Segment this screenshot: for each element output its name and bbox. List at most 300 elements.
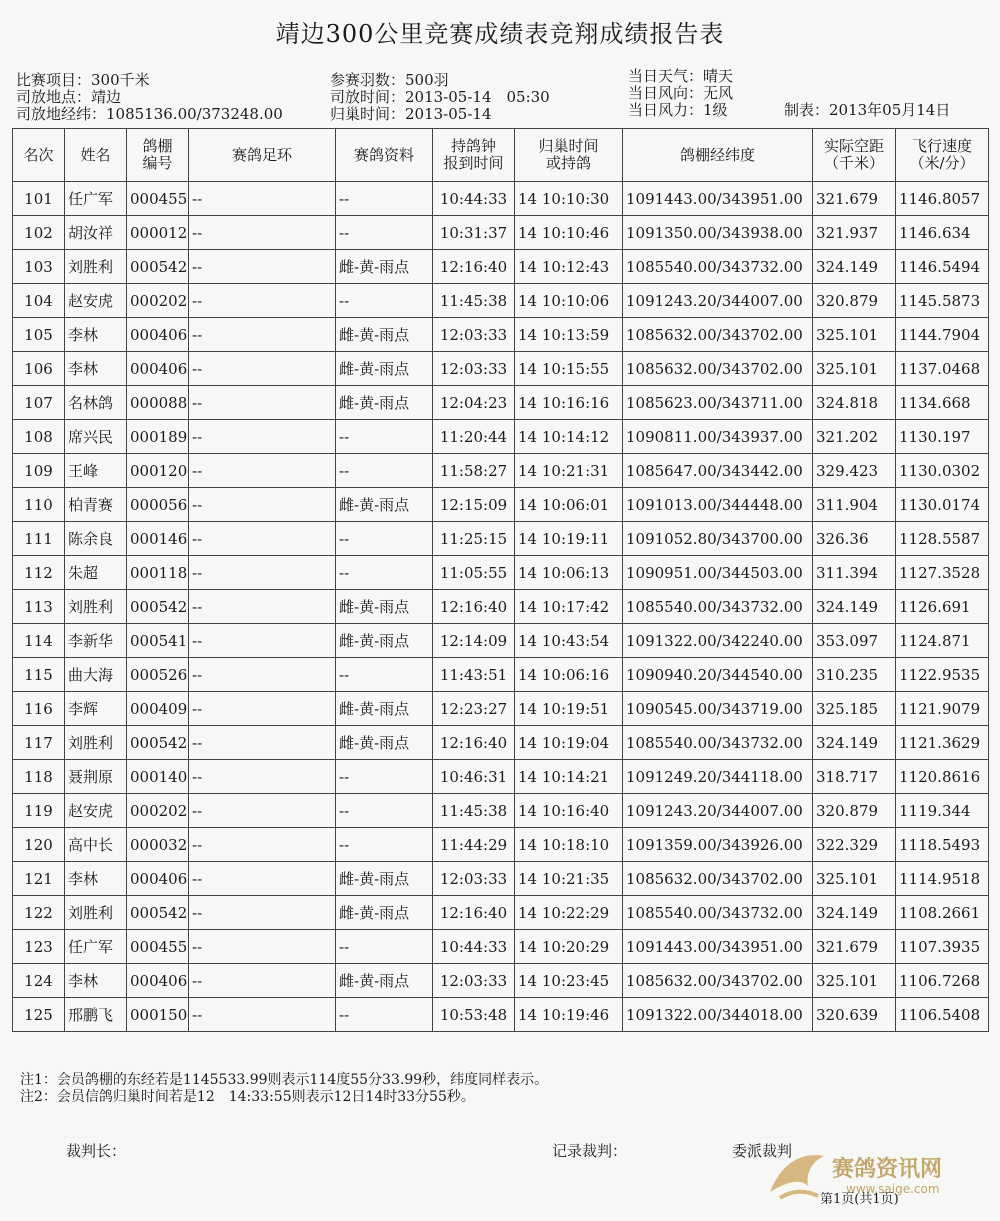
cell-arrival-time: 14 10:16:16	[515, 386, 623, 420]
cell-arrival-time: 14 10:16:40	[515, 794, 623, 828]
cell-distance: 320.879	[813, 794, 896, 828]
cell-arrival-time: 14 10:06:01	[515, 488, 623, 522]
table-row	[13, 488, 989, 522]
cell-clock-time: 12:23:27	[433, 692, 515, 726]
cell-ring: --	[189, 590, 336, 624]
cell-name: 李林	[65, 862, 127, 896]
cell-loft-id: 000150	[127, 998, 189, 1032]
cell-pigeon-info: --	[336, 284, 433, 318]
cell-distance: 325.101	[813, 964, 896, 998]
cell-loft-coords: 1085647.00/343442.00	[623, 454, 813, 488]
cell-ring: --	[189, 624, 336, 658]
cell-clock-time: 11:45:38	[433, 284, 515, 318]
cell-distance: 321.937	[813, 216, 896, 250]
cell-name: 刘胜利	[65, 726, 127, 760]
cell-distance: 329.423	[813, 454, 896, 488]
cell-loft-coords: 1091243.20/344007.00	[623, 794, 813, 828]
cell-speed: 1121.3629	[896, 726, 989, 760]
cell-loft-coords: 1085632.00/343702.00	[623, 964, 813, 998]
record-referee-label: 记录裁判：	[552, 1142, 628, 1160]
cell-pigeon-info: 雌-黄-雨点	[336, 624, 433, 658]
cell-rank: 123	[13, 930, 65, 964]
cell-speed: 1145.5873	[896, 284, 989, 318]
cell-loft-id: 000455	[127, 930, 189, 964]
cell-pigeon-info: --	[336, 182, 433, 216]
cell-rank: 110	[13, 488, 65, 522]
table-row	[13, 862, 989, 896]
cell-clock-time: 10:44:33	[433, 930, 515, 964]
cell-ring: --	[189, 216, 336, 250]
cell-rank: 109	[13, 454, 65, 488]
cell-loft-id: 000542	[127, 250, 189, 284]
cell-loft-id: 000406	[127, 352, 189, 386]
cell-name: 曲大海	[65, 658, 127, 692]
cell-arrival-time: 14 10:18:10	[515, 828, 623, 862]
results-table	[12, 128, 989, 1032]
note-2: 注2：会员信鸽归巢时间若是12 14:33:55则表示12日14时33分55秒。	[20, 1089, 475, 1105]
cell-loft-id: 000120	[127, 454, 189, 488]
cell-pigeon-info: 雌-黄-雨点	[336, 726, 433, 760]
cell-ring: --	[189, 318, 336, 352]
cell-loft-coords: 1085540.00/343732.00	[623, 896, 813, 930]
header-clock-time: 持鸽钟 报到时间	[433, 129, 515, 182]
cell-distance: 322.329	[813, 828, 896, 862]
cell-distance: 320.879	[813, 284, 896, 318]
meta-column-2	[330, 72, 550, 123]
header-loft-id: 鸽棚 编号	[127, 129, 189, 182]
cell-loft-id: 000202	[127, 284, 189, 318]
table-row	[13, 454, 989, 488]
cell-rank: 106	[13, 352, 65, 386]
cell-rank: 122	[13, 896, 65, 930]
cell-loft-coords: 1085540.00/343732.00	[623, 726, 813, 760]
note-1: 注1：会员鸽棚的东经若是1145533.99则表示114度55分33.99秒，纬度同样表示。	[20, 1072, 549, 1088]
cell-arrival-time: 14 10:06:16	[515, 658, 623, 692]
table-row	[13, 964, 989, 998]
cell-name: 刘胜利	[65, 590, 127, 624]
cell-pigeon-info: --	[336, 998, 433, 1032]
cell-loft-coords: 1091350.00/343938.00	[623, 216, 813, 250]
cell-distance: 311.904	[813, 488, 896, 522]
cell-pigeon-info: 雌-黄-雨点	[336, 352, 433, 386]
cell-clock-time: 11:05:55	[433, 556, 515, 590]
cell-rank: 101	[13, 182, 65, 216]
cell-pigeon-info: --	[336, 556, 433, 590]
assigned-referee-label: 委派裁判	[732, 1142, 793, 1160]
cell-distance: 324.149	[813, 590, 896, 624]
cell-clock-time: 12:03:33	[433, 964, 515, 998]
cell-rank: 124	[13, 964, 65, 998]
meta-column-3	[628, 68, 733, 119]
cell-distance: 318.717	[813, 760, 896, 794]
table-row	[13, 930, 989, 964]
cell-arrival-time: 14 10:21:31	[515, 454, 623, 488]
cell-rank: 107	[13, 386, 65, 420]
cell-name: 刘胜利	[65, 896, 127, 930]
cell-loft-coords: 1085632.00/343702.00	[623, 862, 813, 896]
cell-pigeon-info: 雌-黄-雨点	[336, 386, 433, 420]
cell-arrival-time: 14 10:14:12	[515, 420, 623, 454]
header-rank: 名次	[13, 129, 65, 182]
meta-wind-force: 当日风力：1级	[628, 101, 728, 119]
cell-name: 席兴民	[65, 420, 127, 454]
cell-arrival-time: 14 10:14:21	[515, 760, 623, 794]
cell-name: 朱超	[65, 556, 127, 590]
table-row	[13, 420, 989, 454]
cell-rank: 121	[13, 862, 65, 896]
cell-loft-coords: 1085540.00/343732.00	[623, 250, 813, 284]
cell-rank: 108	[13, 420, 65, 454]
table-row	[13, 658, 989, 692]
cell-distance: 353.097	[813, 624, 896, 658]
cell-rank: 120	[13, 828, 65, 862]
cell-speed: 1106.5408	[896, 998, 989, 1032]
meta-release-coords: 司放地经纬：1085136.00/373248.00	[16, 105, 283, 123]
cell-clock-time: 12:15:09	[433, 488, 515, 522]
cell-clock-time: 10:53:48	[433, 998, 515, 1032]
cell-name: 李林	[65, 352, 127, 386]
cell-loft-coords: 1091322.00/342240.00	[623, 624, 813, 658]
table-header-row	[13, 129, 989, 182]
cell-clock-time: 12:04:23	[433, 386, 515, 420]
cell-ring: --	[189, 352, 336, 386]
cell-speed: 1122.9535	[896, 658, 989, 692]
cell-name: 高中长	[65, 828, 127, 862]
cell-arrival-time: 14 10:23:45	[515, 964, 623, 998]
meta-release-time: 司放时间：2013-05-14 05:30	[330, 88, 550, 106]
meta-column-1	[16, 72, 283, 123]
meta-made-date: 制表：2013年05月14日	[784, 101, 951, 119]
meta-release-site: 司放地点：靖边	[16, 88, 122, 106]
cell-speed: 1130.0302	[896, 454, 989, 488]
table-row	[13, 284, 989, 318]
cell-name: 邢鹏飞	[65, 998, 127, 1032]
table-row	[13, 352, 989, 386]
cell-clock-time: 11:25:15	[433, 522, 515, 556]
header-speed: 飞行速度 （米/分）	[896, 129, 989, 182]
table-row	[13, 216, 989, 250]
cell-distance: 324.818	[813, 386, 896, 420]
cell-loft-coords: 1091249.20/344118.00	[623, 760, 813, 794]
cell-arrival-time: 14 10:43:54	[515, 624, 623, 658]
cell-clock-time: 12:03:33	[433, 318, 515, 352]
cell-ring: --	[189, 454, 336, 488]
cell-speed: 1119.344	[896, 794, 989, 828]
cell-rank: 118	[13, 760, 65, 794]
cell-ring: --	[189, 998, 336, 1032]
meta-entries: 参赛羽数：500羽	[330, 71, 449, 89]
cell-loft-coords: 1090940.20/344540.00	[623, 658, 813, 692]
cell-clock-time: 10:31:37	[433, 216, 515, 250]
report-title: 靖边300公里竞赛成绩表竞翔成绩报告表	[275, 20, 725, 48]
cell-loft-coords: 1091322.00/344018.00	[623, 998, 813, 1032]
cell-arrival-time: 14 10:17:42	[515, 590, 623, 624]
cell-ring: --	[189, 930, 336, 964]
cell-name: 名林鸽	[65, 386, 127, 420]
cell-loft-coords: 1090811.00/343937.00	[623, 420, 813, 454]
cell-loft-coords: 1091443.00/343951.00	[623, 930, 813, 964]
header-ring: 赛鸽足环	[189, 129, 336, 182]
table-row	[13, 318, 989, 352]
cell-name: 王峰	[65, 454, 127, 488]
cell-speed: 1106.7268	[896, 964, 989, 998]
cell-rank: 111	[13, 522, 65, 556]
cell-pigeon-info: --	[336, 828, 433, 862]
cell-rank: 112	[13, 556, 65, 590]
cell-speed: 1146.5494	[896, 250, 989, 284]
cell-rank: 116	[13, 692, 65, 726]
cell-arrival-time: 14 10:19:46	[515, 998, 623, 1032]
cell-arrival-time: 14 10:06:13	[515, 556, 623, 590]
cell-loft-id: 000056	[127, 488, 189, 522]
meta-weather: 当日天气：晴天	[628, 67, 734, 85]
cell-loft-id: 000406	[127, 318, 189, 352]
cell-pigeon-info: --	[336, 794, 433, 828]
cell-clock-time: 12:16:40	[433, 250, 515, 284]
cell-name: 赵安虎	[65, 794, 127, 828]
cell-name: 胡汝祥	[65, 216, 127, 250]
cell-speed: 1107.3935	[896, 930, 989, 964]
table-row	[13, 896, 989, 930]
cell-ring: --	[189, 420, 336, 454]
cell-speed: 1128.5587	[896, 522, 989, 556]
cell-clock-time: 12:16:40	[433, 896, 515, 930]
cell-name: 李辉	[65, 692, 127, 726]
cell-speed: 1126.691	[896, 590, 989, 624]
cell-speed: 1146.8057	[896, 182, 989, 216]
cell-pigeon-info: 雌-黄-雨点	[336, 250, 433, 284]
cell-distance: 324.149	[813, 250, 896, 284]
cell-name: 陈余良	[65, 522, 127, 556]
cell-loft-coords: 1085632.00/343702.00	[623, 352, 813, 386]
cell-loft-coords: 1085632.00/343702.00	[623, 318, 813, 352]
cell-pigeon-info: --	[336, 420, 433, 454]
cell-arrival-time: 14 10:19:51	[515, 692, 623, 726]
cell-distance: 321.202	[813, 420, 896, 454]
cell-distance: 310.235	[813, 658, 896, 692]
cell-loft-coords: 1091013.00/344448.00	[623, 488, 813, 522]
cell-arrival-time: 14 10:13:59	[515, 318, 623, 352]
cell-ring: --	[189, 760, 336, 794]
cell-loft-id: 000406	[127, 964, 189, 998]
cell-ring: --	[189, 964, 336, 998]
meta-wind-direction: 当日风向：无风	[628, 84, 734, 102]
cell-clock-time: 11:43:51	[433, 658, 515, 692]
cell-loft-coords: 1091443.00/343951.00	[623, 182, 813, 216]
table-row	[13, 250, 989, 284]
cell-speed: 1137.0468	[896, 352, 989, 386]
cell-distance: 325.101	[813, 862, 896, 896]
cell-speed: 1114.9518	[896, 862, 989, 896]
cell-speed: 1130.197	[896, 420, 989, 454]
cell-pigeon-info: --	[336, 522, 433, 556]
cell-name: 柏青赛	[65, 488, 127, 522]
cell-ring: --	[189, 794, 336, 828]
cell-clock-time: 12:03:33	[433, 862, 515, 896]
cell-loft-coords: 1091359.00/343926.00	[623, 828, 813, 862]
table-body	[13, 182, 989, 1032]
cell-name: 李新华	[65, 624, 127, 658]
cell-pigeon-info: 雌-黄-雨点	[336, 318, 433, 352]
cell-rank: 103	[13, 250, 65, 284]
cell-arrival-time: 14 10:15:55	[515, 352, 623, 386]
cell-name: 任广军	[65, 930, 127, 964]
cell-clock-time: 12:14:09	[433, 624, 515, 658]
page-number: 第1页(共1页)	[820, 1192, 899, 1207]
cell-loft-coords: 1090951.00/344503.00	[623, 556, 813, 590]
cell-arrival-time: 14 10:10:06	[515, 284, 623, 318]
table-row	[13, 794, 989, 828]
cell-pigeon-info: 雌-黄-雨点	[336, 488, 433, 522]
cell-clock-time: 11:44:29	[433, 828, 515, 862]
table-row	[13, 556, 989, 590]
table-row	[13, 828, 989, 862]
cell-ring: --	[189, 522, 336, 556]
cell-loft-coords: 1085623.00/343711.00	[623, 386, 813, 420]
cell-clock-time: 10:44:33	[433, 182, 515, 216]
cell-loft-id: 000542	[127, 896, 189, 930]
cell-arrival-time: 14 10:19:04	[515, 726, 623, 760]
cell-ring: --	[189, 896, 336, 930]
cell-loft-id: 000202	[127, 794, 189, 828]
cell-pigeon-info: --	[336, 454, 433, 488]
cell-rank: 119	[13, 794, 65, 828]
table-row	[13, 692, 989, 726]
cell-distance: 320.639	[813, 998, 896, 1032]
cell-arrival-time: 14 10:10:46	[515, 216, 623, 250]
cell-rank: 125	[13, 998, 65, 1032]
cell-clock-time: 10:46:31	[433, 760, 515, 794]
cell-rank: 114	[13, 624, 65, 658]
cell-loft-id: 000118	[127, 556, 189, 590]
cell-distance: 324.149	[813, 896, 896, 930]
cell-ring: --	[189, 556, 336, 590]
header-arrival-time: 归巢时间 或持鸽	[515, 129, 623, 182]
cell-loft-id: 000542	[127, 590, 189, 624]
header-name: 姓名	[65, 129, 127, 182]
cell-loft-id: 000189	[127, 420, 189, 454]
cell-distance: 325.185	[813, 692, 896, 726]
header-loft-coords: 鸽棚经纬度	[623, 129, 813, 182]
cell-arrival-time: 14 10:19:11	[515, 522, 623, 556]
cell-loft-id: 000140	[127, 760, 189, 794]
meta-event: 比赛项目：300千米	[16, 71, 150, 89]
table-row	[13, 590, 989, 624]
cell-ring: --	[189, 386, 336, 420]
cell-speed: 1118.5493	[896, 828, 989, 862]
cell-loft-coords: 1091052.80/343700.00	[623, 522, 813, 556]
cell-speed: 1108.2661	[896, 896, 989, 930]
cell-arrival-time: 14 10:10:30	[515, 182, 623, 216]
cell-clock-time: 12:03:33	[433, 352, 515, 386]
cell-clock-time: 11:20:44	[433, 420, 515, 454]
table-row	[13, 624, 989, 658]
cell-rank: 104	[13, 284, 65, 318]
cell-pigeon-info: 雌-黄-雨点	[336, 964, 433, 998]
cell-ring: --	[189, 658, 336, 692]
cell-ring: --	[189, 250, 336, 284]
table-row	[13, 726, 989, 760]
cell-loft-id: 000146	[127, 522, 189, 556]
cell-pigeon-info: 雌-黄-雨点	[336, 692, 433, 726]
cell-rank: 117	[13, 726, 65, 760]
cell-pigeon-info: 雌-黄-雨点	[336, 590, 433, 624]
cell-speed: 1130.0174	[896, 488, 989, 522]
cell-distance: 326.36	[813, 522, 896, 556]
cell-pigeon-info: --	[336, 658, 433, 692]
cell-clock-time: 12:16:40	[433, 726, 515, 760]
cell-loft-id: 000032	[127, 828, 189, 862]
header-pigeon-info: 赛鸽资料	[336, 129, 433, 182]
cell-name: 赵安虎	[65, 284, 127, 318]
cell-ring: --	[189, 692, 336, 726]
cell-rank: 113	[13, 590, 65, 624]
cell-loft-id: 000526	[127, 658, 189, 692]
cell-clock-time: 11:45:38	[433, 794, 515, 828]
cell-loft-id: 000088	[127, 386, 189, 420]
cell-arrival-time: 14 10:20:29	[515, 930, 623, 964]
table-row	[13, 386, 989, 420]
cell-name: 刘胜利	[65, 250, 127, 284]
cell-speed: 1127.3528	[896, 556, 989, 590]
cell-distance: 311.394	[813, 556, 896, 590]
header-distance: 实际空距 （千米）	[813, 129, 896, 182]
table-row	[13, 760, 989, 794]
cell-loft-id: 000406	[127, 862, 189, 896]
meta-return-time: 归巢时间：2013-05-14	[330, 105, 492, 123]
cell-name: 任广军	[65, 182, 127, 216]
cell-loft-id: 000409	[127, 692, 189, 726]
cell-distance: 324.149	[813, 726, 896, 760]
cell-loft-id: 000542	[127, 726, 189, 760]
cell-ring: --	[189, 862, 336, 896]
cell-loft-id: 000541	[127, 624, 189, 658]
cell-speed: 1121.9079	[896, 692, 989, 726]
cell-distance: 325.101	[813, 318, 896, 352]
cell-ring: --	[189, 726, 336, 760]
cell-arrival-time: 14 10:22:29	[515, 896, 623, 930]
cell-speed: 1120.8616	[896, 760, 989, 794]
cell-speed: 1146.634	[896, 216, 989, 250]
cell-pigeon-info: --	[336, 930, 433, 964]
cell-distance: 325.101	[813, 352, 896, 386]
cell-ring: --	[189, 284, 336, 318]
cell-ring: --	[189, 828, 336, 862]
cell-clock-time: 11:58:27	[433, 454, 515, 488]
cell-pigeon-info: 雌-黄-雨点	[336, 862, 433, 896]
cell-pigeon-info: 雌-黄-雨点	[336, 896, 433, 930]
table-row	[13, 182, 989, 216]
cell-name: 李林	[65, 318, 127, 352]
cell-speed: 1144.7904	[896, 318, 989, 352]
cell-pigeon-info: --	[336, 760, 433, 794]
cell-loft-coords: 1085540.00/343732.00	[623, 590, 813, 624]
cell-loft-coords: 1090545.00/343719.00	[623, 692, 813, 726]
cell-speed: 1124.871	[896, 624, 989, 658]
watermark-text: 赛鸽资讯网	[832, 1157, 943, 1182]
referee-chief-label: 裁判长：	[66, 1142, 127, 1160]
cell-arrival-time: 14 10:12:43	[515, 250, 623, 284]
cell-distance: 321.679	[813, 182, 896, 216]
cell-rank: 115	[13, 658, 65, 692]
table-row	[13, 522, 989, 556]
cell-arrival-time: 14 10:21:35	[515, 862, 623, 896]
cell-name: 聂荆原	[65, 760, 127, 794]
watermark-url: www.saige.com	[846, 1182, 940, 1196]
cell-loft-id: 000455	[127, 182, 189, 216]
notes	[20, 1072, 548, 1106]
cell-name: 李林	[65, 964, 127, 998]
